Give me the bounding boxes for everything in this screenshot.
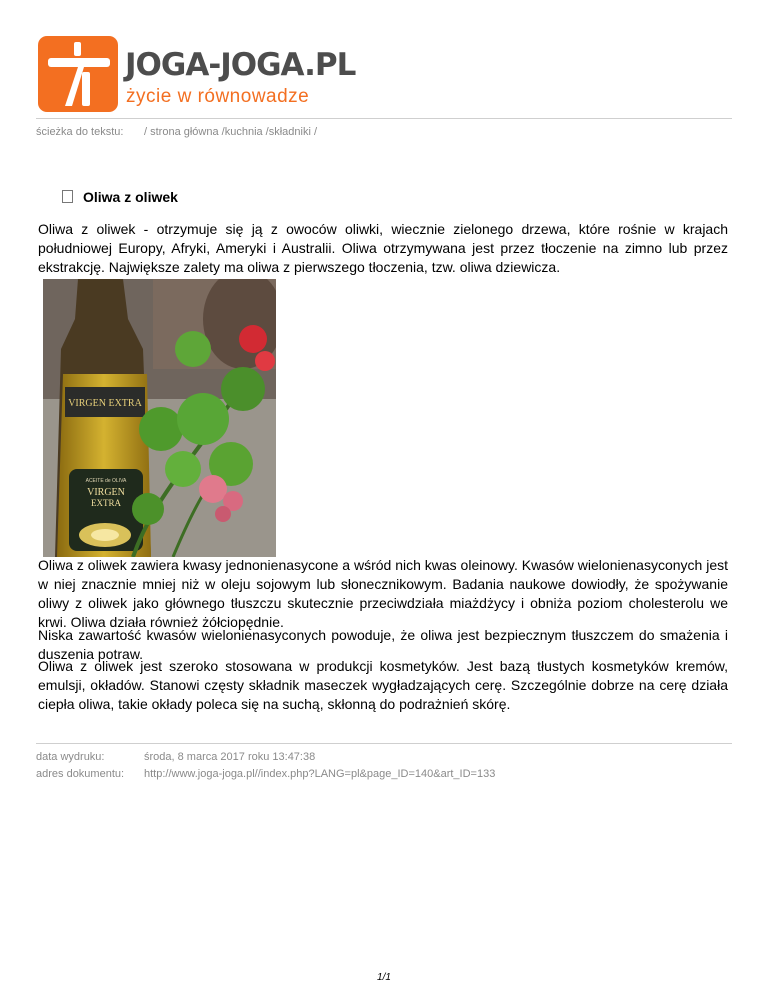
logo-name: JOGA-JOGA.PL [125, 47, 356, 83]
photo-label-top: VIRGEN EXTRA [68, 398, 142, 409]
photo-label-brand: ACEITE de OLIVA [85, 478, 127, 484]
breadcrumb-path[interactable]: / strona główna /kuchnia /składniki / [144, 126, 318, 138]
photo-label-virgen: VIRGEN [87, 487, 125, 498]
site-logo[interactable] [38, 36, 356, 112]
article-intro: Oliwa z oliwek - otrzymuje się ją z owoców oliwki, wiecznie zielonego drzewa, które rośnie w krajach południowej Europy, Afryki, Ameryki i Australii. Oliwa otrzymywana jest przez tłoczenie na zimno lub przez ekstrakcję. Największe zalety ma oliwa z pierwszego tłoczenia, tzw. oliwa dziewicza. [38, 221, 728, 275]
print-date-label: data wydruku: [36, 751, 105, 763]
article-paragraph-1: Oliwa z oliwek zawiera kwasy jednonienasycone a wśród nich kwas oleinowy. Kwasów wielonienasyconych jest w niej znacznie mniej niż w oleju sojowym lub słonecznikowym. Badania naukowe dowiodły, że spożywanie oliwy z oliwek jako głównego tłuszczu skutecznie przeciwdziała miażdżycy i obniża poziom cholesterolu we krwi. Oliwa działa również żółciopędnie. [38, 557, 728, 630]
article-title [62, 189, 178, 205]
logo-mark-icon [38, 36, 118, 112]
document-url-link[interactable]: http://www.joga-joga.pl//index.php?LANG=pl&page_ID=140&art_ID=133 [144, 768, 496, 780]
document-url-row [36, 768, 496, 780]
breadcrumb [36, 126, 318, 138]
logo-tagline: życie w równowadze [126, 86, 310, 107]
page-number: 1/1 [377, 972, 391, 983]
article-paragraph-3: Oliwa z oliwek jest szeroko stosowana w produkcji kosmetyków. Jest bazą tłustych kosmetyków kremów, emulsji, okładów. Stanowi częsty składnik maseczek wygładzających cerę. Szczególnie dobrze na cerę działa ciepła oliwa, takie okłady poleca się na suchą, skłonną do podrażnień skórę. [38, 658, 728, 712]
header-divider [36, 118, 732, 119]
document-url-label: adres dokumentu: [36, 768, 125, 780]
photo-label-extra: EXTRA [91, 498, 121, 508]
footer-divider [36, 743, 732, 744]
olive-oil-photo [43, 279, 276, 557]
article-paragraph-2: Niska zawartość kwasów wielonienasyconych powoduje, że oliwa jest bezpiecznym tłuszczem do smażenia i duszenia potraw. [38, 627, 728, 662]
article-title-text: Oliwa z oliwek [83, 189, 178, 205]
missing-glyph-icon [62, 190, 73, 203]
print-date-value: środa, 8 marca 2017 roku 13:47:38 [144, 751, 316, 763]
print-date-row [36, 751, 316, 763]
breadcrumb-label: ścieżka do tekstu: [36, 126, 124, 138]
